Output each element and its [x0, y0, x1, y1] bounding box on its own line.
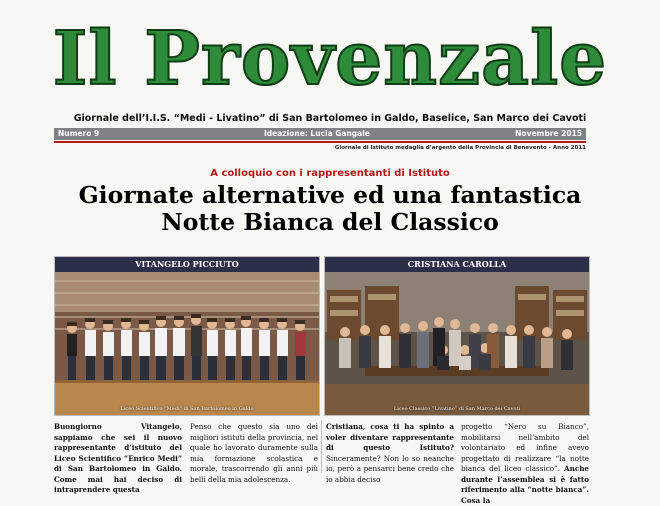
library-group-photo: [325, 272, 589, 415]
article-column-3: [326, 422, 454, 484]
photo-caption-right: Liceo Classico “Livatino” di San Marco dei Cavoti: [393, 406, 521, 412]
article-headline: [0, 182, 660, 236]
issue-date: Novembre 2015: [515, 129, 582, 138]
answer-text: Sinceramente? Non lo so neanche io, però a pensarci bene credo che io abbia deciso: [326, 453, 454, 484]
issue-number: Numero 9: [58, 129, 100, 138]
question-text: Cristiana, cosa ti ha spinto a voler diventare rappresentante di questo Istituto?: [326, 422, 454, 452]
article-column-1: [54, 422, 182, 494]
issue-info-bar: [54, 128, 586, 140]
headline-line-2: Notte Bianca del Classico: [161, 208, 499, 236]
photo-caption-left: Liceo Scientifico “Medi” di San Bartolomeo in Galdo: [120, 406, 254, 412]
photo-name-bar: VITANGELO PICCIUTO: [55, 257, 319, 272]
gym-group-photo: [55, 272, 319, 415]
question-text: Buongiorno Vitangelo, sappiamo che sei il nuovo rappresentante d’istituto del Liceo Scientifico “Enrico Medi” di San Bartolomeo in Galdo. Come mai hai deciso di intraprendere questa: [54, 422, 182, 494]
issue-ideation: Ideazione: Lucia Gangale: [264, 129, 370, 138]
masthead-title: Il Provenzale: [52, 16, 608, 102]
group-photo-classical: [325, 272, 589, 415]
photo-name-bar: CRISTIANA CAROLLA: [325, 257, 589, 272]
question-text: Anche durante l’assemblea si è fatto riferimento alla “notte bianca”. Cosa la: [461, 464, 589, 505]
answer-text: progetto “Nero su Bianco”, mobilitarsi nell’ambito del volontariato ed infine avevo progettato di realizzare “la notte bianca del liceo classico”.: [461, 422, 589, 473]
column-divider: [321, 420, 322, 473]
article-kicker: A colloquio con i rappresentanti di Istituto: [210, 168, 450, 179]
photo-panel-right: [324, 256, 590, 416]
article-column-2: Penso che questo sia uno dei migliori istituti della provincia, nel quale ho lavorato duramente sulla mia formazione scolastica e morale, trascorrendo gli anni più belli della mia adolescenza.: [190, 422, 318, 484]
group-photo-scientific: [55, 272, 319, 415]
masthead-subtitle: Giornale dell’I.I.S. “Medi - Livatino” di San Bartolomeo in Galdo, Baselice, San Marco dei Cavoti: [73, 113, 587, 124]
award-tagline: Giornale di Istituto medaglia d’argento della Provincia di Benevento - Anno 2011: [334, 145, 586, 151]
divider-line: [54, 141, 586, 143]
photo-panel-left: [54, 256, 320, 416]
article-column-4: [461, 422, 589, 505]
headline-line-1: Giornate alternative ed una fantastica: [78, 181, 582, 209]
